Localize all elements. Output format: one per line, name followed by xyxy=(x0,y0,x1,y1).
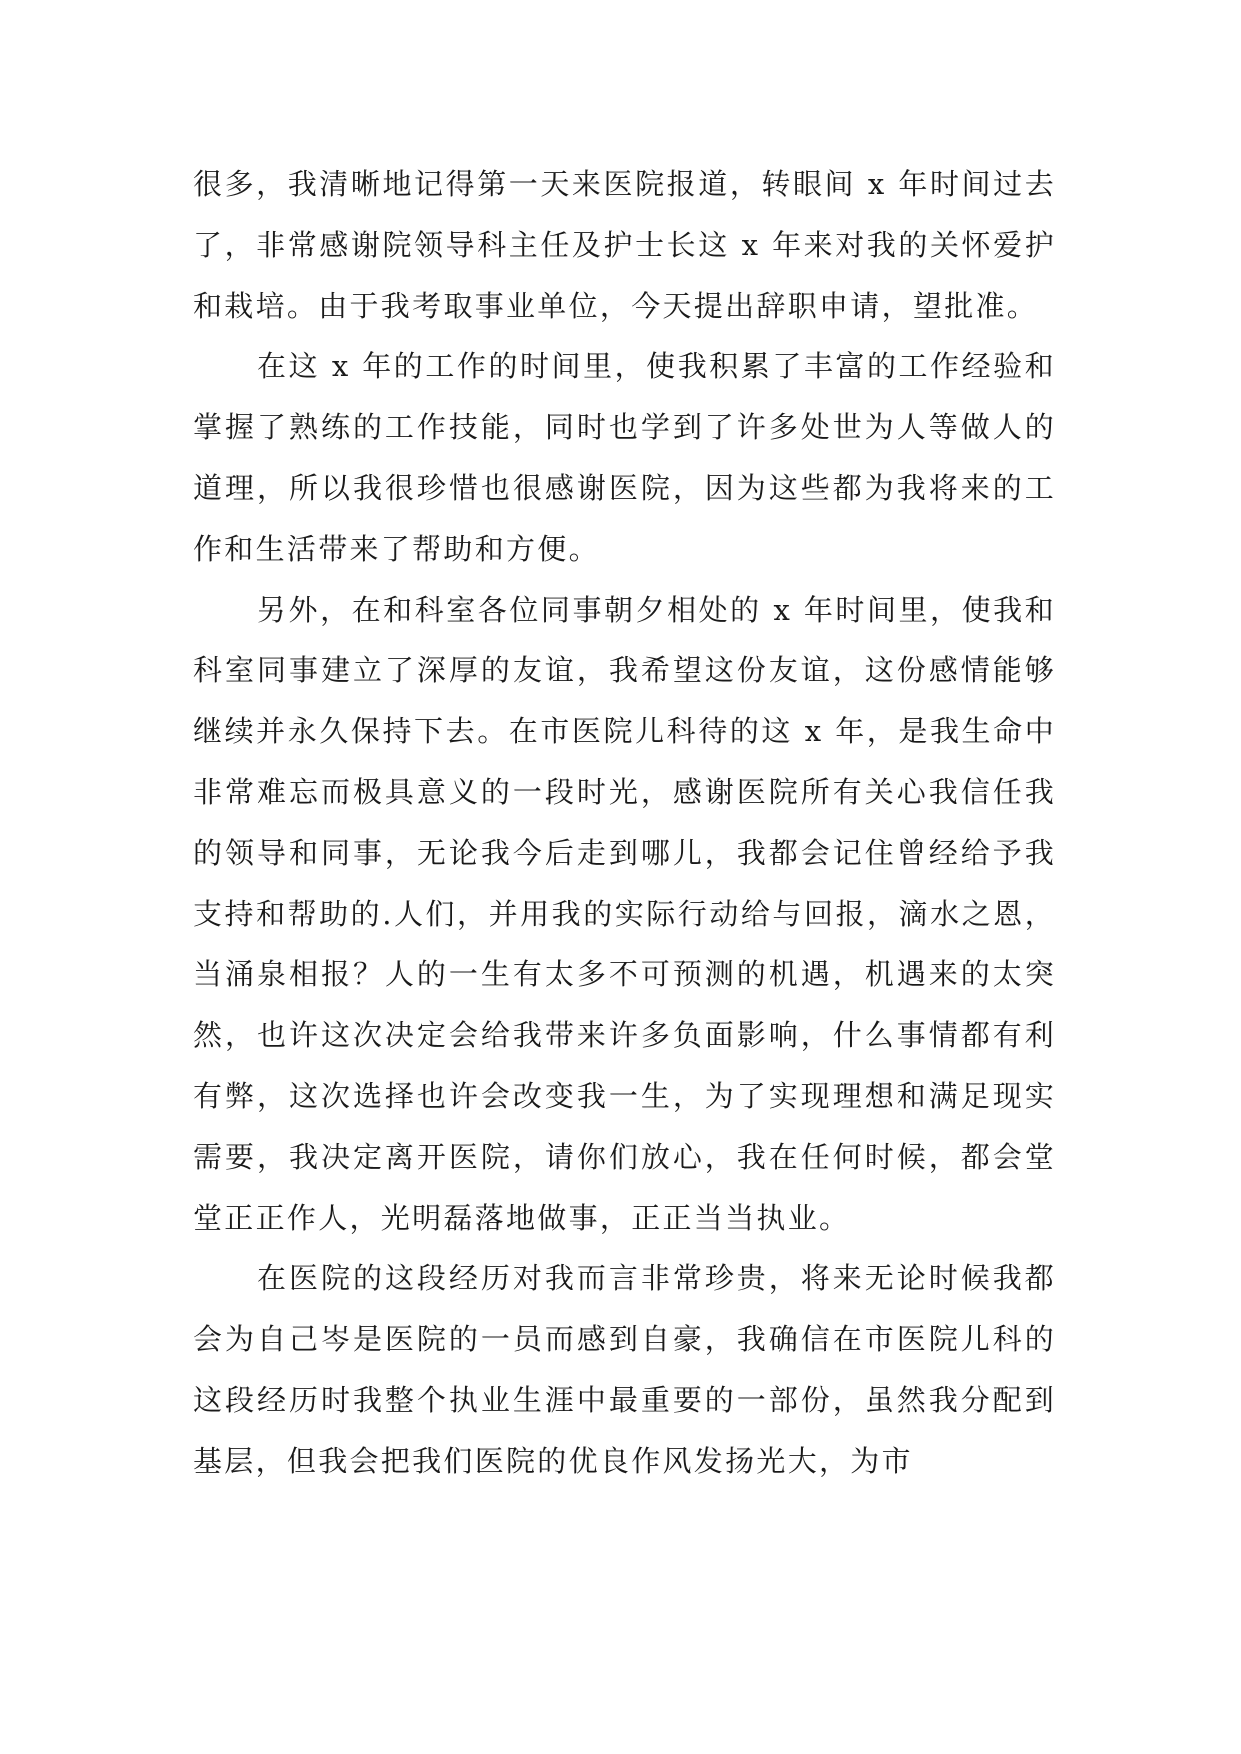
paragraph-4: 在医院的这段经历对我而言非常珍贵，将来无论时候我都会为自己岑是医院的一员而感到自豪，我确信在市医院儿科的这段经历时我整个执业生涯中最重要的一部份，虽然我分配到基层，但我会把我们医院的优良作风发扬光大，为市 xyxy=(193,1261,1056,1478)
paragraph-3: 另外，在和科室各位同事朝夕相处的 x 年时间里，使我和科室同事建立了深厚的友谊，我希望这份友谊，这份感情能够继续并永久保持下去。在市医院儿科待的这 x 年，是我生命中非常难忘而极具意义的一段时光，感谢医院所有关心我信任我的领导和同事，无论我今后走到哪儿，我都会记住曾经给予我支持和帮助的.人们，并用我的实际行动给与回报，滴水之恩，当涌泉相报？人的一生有太多不可预测的机遇，机遇来的太突然，也许这次决定会给我带来许多负面影响，什么事情都有利有弊，这次选择也许会改变我一生，为了实现理想和满足现实需要，我决定离开医院，请你们放心，我在任何时候，都会堂堂正正作人，光明磊落地做事，正正当当执业。 xyxy=(193,592,1056,1235)
document-body xyxy=(193,154,1056,1492)
paragraph-1: 很多，我清晰地记得第一天来医院报道，转眼间 x 年时间过去了，非常感谢院领导科主任及护士长这 x 年来对我的关怀爱护和栽培。由于我考取事业单位，今天提出辞职申请，望批准。 xyxy=(193,167,1056,323)
paragraph-2: 在这 x 年的工作的时间里，使我积累了丰富的工作经验和掌握了熟练的工作技能，同时也学到了许多处世为人等做人的道理，所以我很珍惜也很感谢医院，因为这些都为我将来的工作和生活带来了帮助和方便。 xyxy=(193,349,1056,566)
